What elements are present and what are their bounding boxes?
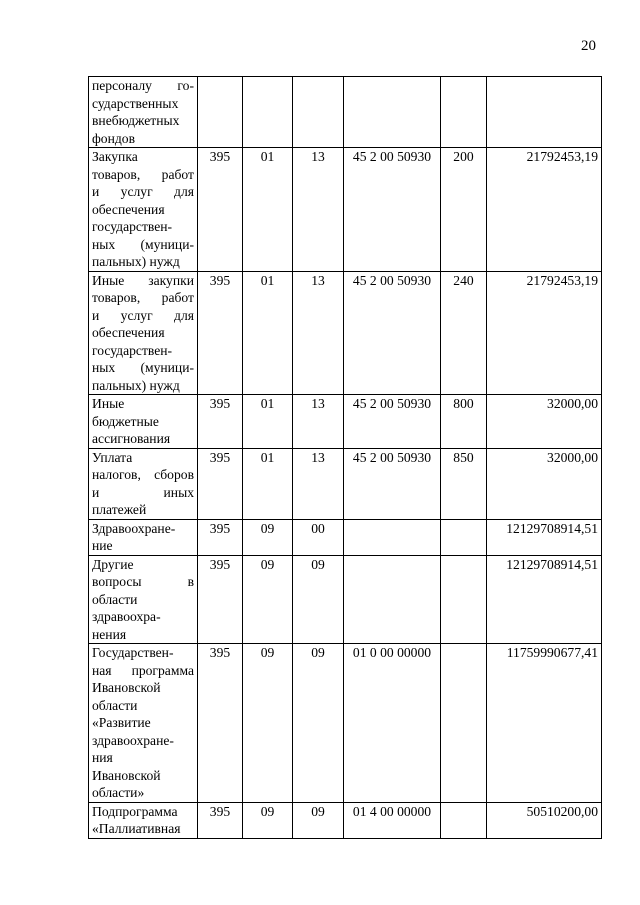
subsection-cell: 00	[293, 519, 344, 555]
amount-cell: 12129708914,51	[487, 519, 602, 555]
expense-type-cell	[441, 555, 487, 644]
expense-type-cell	[441, 519, 487, 555]
item-name-line: «Паллиативная	[92, 821, 181, 836]
section-cell: 01	[243, 148, 293, 272]
expense-type-cell: 850	[441, 448, 487, 519]
page-number: 20	[581, 38, 596, 54]
subsection-cell: 13	[293, 395, 344, 449]
item-name-cell	[89, 77, 198, 148]
section-cell: 01	[243, 448, 293, 519]
item-name-cell	[89, 271, 198, 395]
table-row	[89, 644, 602, 803]
expense-type-cell: 200	[441, 148, 487, 272]
item-name-line: ная программа	[92, 662, 194, 678]
item-name-cell	[89, 555, 198, 644]
amount-cell: 32000,00	[487, 448, 602, 519]
budget-table	[88, 76, 602, 839]
section-cell: 09	[243, 802, 293, 838]
item-name-line: вопросы в	[92, 574, 194, 589]
item-name-line: налогов, сборов	[92, 467, 194, 482]
item-name-line: обеспечения	[92, 325, 165, 340]
item-name-cell	[89, 148, 198, 272]
item-name-line: Закупка	[92, 149, 138, 164]
table-row	[89, 395, 602, 449]
admin-code-cell: 395	[198, 555, 243, 644]
item-name-cell	[89, 519, 198, 555]
item-name-line: нения	[92, 626, 127, 642]
section-cell: 01	[243, 271, 293, 395]
item-name-line: платежей	[92, 502, 147, 517]
table-row	[89, 448, 602, 519]
item-name-line: Ивановской	[92, 767, 161, 783]
amount-cell: 21792453,19	[487, 148, 602, 272]
table-row	[89, 802, 602, 838]
item-name-line: области	[92, 591, 138, 607]
subsection-cell: 13	[293, 448, 344, 519]
item-name-line: Ивановской	[92, 680, 161, 695]
item-name-line: ных (муници-	[92, 236, 194, 252]
admin-code-cell: 395	[198, 802, 243, 838]
target-article-cell: 45 2 00 50930	[344, 395, 441, 449]
item-name-line: товаров, работ	[92, 290, 194, 305]
admin-code-cell: 395	[198, 148, 243, 272]
item-name-line: здравоохра-	[92, 609, 161, 624]
item-name-line: Иные	[92, 396, 125, 411]
section-cell	[243, 77, 293, 148]
target-article-cell: 45 2 00 50930	[344, 448, 441, 519]
amount-cell: 11759990677,41	[487, 644, 602, 803]
item-name-line: Иные закупки	[92, 272, 194, 288]
item-name-line: Подпрограмма	[92, 803, 178, 819]
item-name-line: сударственных	[92, 95, 179, 111]
subsection-cell	[293, 77, 344, 148]
table-row	[89, 271, 602, 395]
item-name-line: персоналу го-	[92, 78, 194, 93]
item-name-line: области»	[92, 785, 145, 800]
item-name-line: пальных) нужд	[92, 377, 180, 393]
subsection-cell: 13	[293, 148, 344, 272]
item-name-cell	[89, 395, 198, 449]
subsection-cell: 13	[293, 271, 344, 395]
admin-code-cell: 395	[198, 644, 243, 803]
amount-cell	[487, 77, 602, 148]
item-name-line: области	[92, 697, 138, 713]
item-name-line: пальных) нужд	[92, 254, 180, 269]
target-article-cell: 45 2 00 50930	[344, 271, 441, 395]
admin-code-cell: 395	[198, 395, 243, 449]
target-article-cell	[344, 77, 441, 148]
section-cell: 09	[243, 555, 293, 644]
admin-code-cell: 395	[198, 271, 243, 395]
target-article-cell	[344, 555, 441, 644]
target-article-cell: 01 4 00 00000	[344, 802, 441, 838]
expense-type-cell	[441, 802, 487, 838]
expense-type-cell	[441, 77, 487, 148]
target-article-cell: 45 2 00 50930	[344, 148, 441, 272]
admin-code-cell: 395	[198, 519, 243, 555]
item-name-line: бюджетные	[92, 413, 159, 429]
admin-code-cell	[198, 77, 243, 148]
item-name-line: ассигнования	[92, 431, 171, 446]
admin-code-cell: 395	[198, 448, 243, 519]
table-row	[89, 519, 602, 555]
item-name-line: ние	[92, 538, 113, 553]
subsection-cell: 09	[293, 644, 344, 803]
item-name-line: ных (муници-	[92, 360, 194, 375]
table-row	[89, 77, 602, 148]
subsection-cell: 09	[293, 555, 344, 644]
item-name-line: Другие	[92, 556, 134, 572]
item-name-cell	[89, 448, 198, 519]
item-name-line: государствен-	[92, 342, 173, 358]
item-name-line: товаров, работ	[92, 166, 194, 182]
amount-cell: 50510200,00	[487, 802, 602, 838]
budget-table-body	[89, 77, 602, 839]
amount-cell: 12129708914,51	[487, 555, 602, 644]
item-name-cell	[89, 802, 198, 838]
item-name-line: и услуг для	[92, 307, 194, 323]
item-name-line: «Развитие	[92, 715, 151, 730]
item-name-line: внебюджетных	[92, 113, 180, 128]
amount-cell: 32000,00	[487, 395, 602, 449]
section-cell: 09	[243, 519, 293, 555]
item-name-line: и услуг для	[92, 184, 194, 199]
item-name-line: и иных	[92, 484, 194, 500]
item-name-line: Государствен-	[92, 645, 174, 660]
item-name-line: государствен-	[92, 219, 173, 234]
item-name-line: ния	[92, 750, 113, 765]
subsection-cell: 09	[293, 802, 344, 838]
expense-type-cell: 800	[441, 395, 487, 449]
target-article-cell: 01 0 00 00000	[344, 644, 441, 803]
section-cell: 01	[243, 395, 293, 449]
target-article-cell	[344, 519, 441, 555]
amount-cell: 21792453,19	[487, 271, 602, 395]
table-row	[89, 555, 602, 644]
expense-type-cell	[441, 644, 487, 803]
item-name-cell	[89, 644, 198, 803]
expense-type-cell: 240	[441, 271, 487, 395]
item-name-line: Уплата	[92, 449, 133, 465]
item-name-line: Здравоохране-	[92, 520, 176, 536]
table-row	[89, 148, 602, 272]
item-name-line: фондов	[92, 130, 136, 146]
section-cell: 09	[243, 644, 293, 803]
item-name-line: здравоохране-	[92, 732, 174, 748]
item-name-line: обеспечения	[92, 201, 165, 217]
